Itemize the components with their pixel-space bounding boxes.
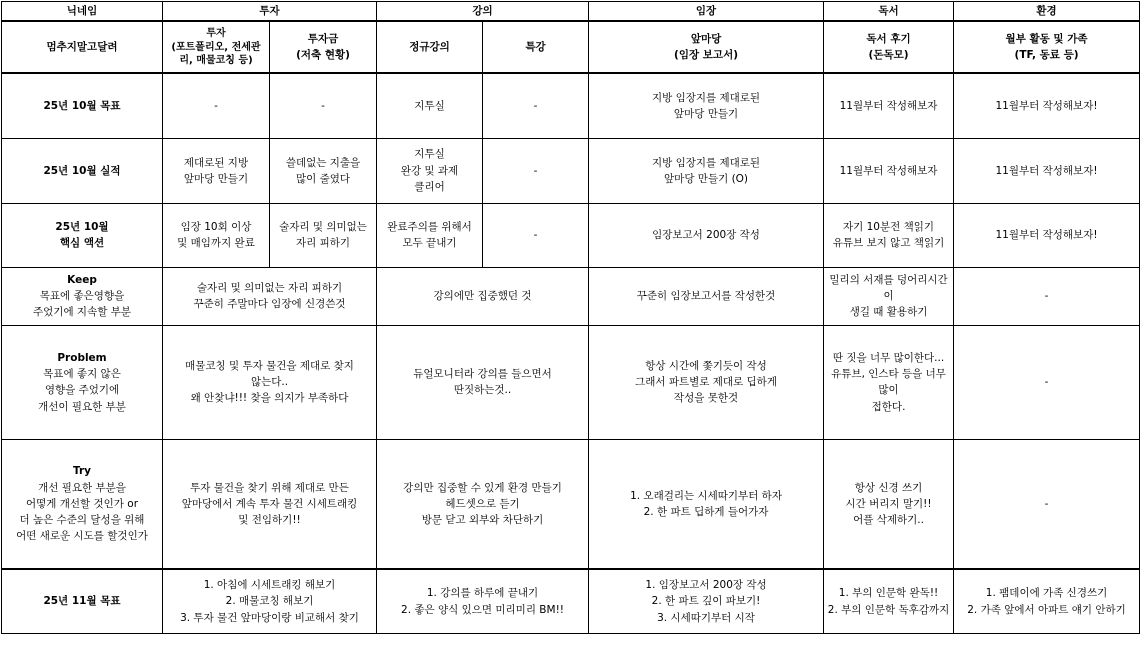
header-lecture: 강의 xyxy=(377,2,589,22)
problem-label xyxy=(2,325,163,439)
keep-desc: 목표에 좋은영향을 주었기에 지속할 부분 xyxy=(33,290,131,319)
row-label: 25년 10월 핵심 액션 xyxy=(2,203,163,267)
row-oct-goal xyxy=(2,73,1140,138)
cell-lecture-regular: 지투실 xyxy=(377,73,483,138)
nov-environment: 1. 팸데이에 가족 신경쓰기 2. 가족 앞에서 아파트 얘기 안하기 xyxy=(954,569,1140,633)
keep-environment: - xyxy=(954,267,1140,325)
problem-lecture: 듀얼모니터라 강의를 들으면서 딴짓하는것.. xyxy=(377,325,589,439)
try-reading: 항상 신경 쓰기 시간 버리지 말기!! 어플 삭제하기.. xyxy=(824,439,954,569)
header-environment: 환경 xyxy=(954,2,1140,22)
cell-reading: 11월부터 작성해보자 xyxy=(824,73,954,138)
cell-invest-portfolio: 제대로된 지방 앞마당 만들기 xyxy=(163,138,270,203)
row-try xyxy=(2,439,1140,569)
subheader-imjang-report: 앞마당 (임장 보고서) xyxy=(589,21,824,73)
row-label: 25년 10월 목표 xyxy=(2,73,163,138)
problem-imjang: 항상 시간에 쫓기듯이 작성 그래서 파트별로 제대로 딥하게 작성을 못한것 xyxy=(589,325,824,439)
keep-invest: 술자리 및 의미없는 자리 피하기 꾸준히 주말마다 임장에 신경쓴것 xyxy=(163,267,377,325)
row-nov-goal xyxy=(2,569,1140,633)
problem-desc: 목표에 좋지 않은 영향을 주었기에 개선이 필요한 부분 xyxy=(38,368,126,413)
try-desc: 개선 필요한 부분을 어떻게 개선할 것인가 or 더 높은 수준의 달성을 위해 어떤 새로운 시도를 할것인가 xyxy=(16,481,148,543)
top-header-row xyxy=(2,2,1140,22)
problem-invest: 매물코칭 및 투자 물건을 제대로 찾지 않는다.. 왜 안찾냐!!! 찾을 의지가 부족하다 xyxy=(163,325,377,439)
sub-header-row xyxy=(2,21,1140,73)
try-environment: - xyxy=(954,439,1140,569)
keep-reading: 밀리의 서재를 덩어리시간이 생길 때 활용하기 xyxy=(824,267,954,325)
subheader-invest-portfolio: 투자 (포트폴리오, 전세관 리, 매물코칭 등) xyxy=(163,21,270,73)
cell-invest-amount: 술자리 및 의미없는 자리 피하기 xyxy=(270,203,377,267)
cell-lecture-regular: 완료주의를 위해서 모두 끝내기 xyxy=(377,203,483,267)
nov-imjang: 1. 임장보고서 200장 작성 2. 한 파트 깊이 파보기! 3. 시세따기부터 시작 xyxy=(589,569,824,633)
try-invest: 투자 물건을 찾기 위해 제대로 만든 앞마당에서 계속 투자 물건 시세트래킹 및 전임하기!! xyxy=(163,439,377,569)
row-keep xyxy=(2,267,1140,325)
try-label xyxy=(2,439,163,569)
retrospective-table xyxy=(1,1,1140,634)
keep-imjang: 꾸준히 임장보고서를 작성한것 xyxy=(589,267,824,325)
row-oct-core-action xyxy=(2,203,1140,267)
try-lecture: 강의만 집중할 수 있게 환경 만들기 헤드셋으로 듣기 방문 닫고 외부와 차단하기 xyxy=(377,439,589,569)
subheader-env-activity: 월부 활동 및 가족 (TF, 동료 등) xyxy=(954,21,1140,73)
cell-environment: 11월부터 작성해보자! xyxy=(954,73,1140,138)
problem-reading: 딴 짓을 너무 많이한다... 유튜브, 인스타 등을 너무 많이 접한다. xyxy=(824,325,954,439)
cell-imjang: 지방 임장지를 제대로된 앞마당 만들기 xyxy=(589,73,824,138)
row-label: 25년 10월 실적 xyxy=(2,138,163,203)
row-label: 25년 11월 목표 xyxy=(2,569,163,633)
problem-title: Problem xyxy=(57,351,107,364)
cell-lecture-special: - xyxy=(483,73,589,138)
cell-invest-amount: - xyxy=(270,73,377,138)
try-imjang: 1. 오래걸리는 시세따기부터 하자 2. 한 파트 딥하게 들어가자 xyxy=(589,439,824,569)
subheader-reading-review: 독서 후기 (돈독모) xyxy=(824,21,954,73)
row-problem xyxy=(2,325,1140,439)
nickname-value: 멈추지말고달려 xyxy=(2,21,163,73)
cell-invest-portfolio: 임장 10회 이상 및 매임까지 완료 xyxy=(163,203,270,267)
subheader-invest-amount: 투자금 (저축 현황) xyxy=(270,21,377,73)
cell-invest-amount: 쓸데없는 지출을 많이 줄였다 xyxy=(270,138,377,203)
cell-invest-portfolio: - xyxy=(163,73,270,138)
cell-lecture-special: - xyxy=(483,203,589,267)
keep-lecture: 강의에만 집중했던 것 xyxy=(377,267,589,325)
subheader-lecture-regular: 정규강의 xyxy=(377,21,483,73)
cell-imjang: 임장보고서 200장 작성 xyxy=(589,203,824,267)
nov-invest: 1. 아침에 시세트래킹 해보기 2. 매물코칭 해보기 3. 투자 물건 앞마당이랑 비교해서 찾기 xyxy=(163,569,377,633)
header-imjang: 임장 xyxy=(589,2,824,22)
cell-lecture-special: - xyxy=(483,138,589,203)
header-reading: 독서 xyxy=(824,2,954,22)
keep-title: Keep xyxy=(67,273,97,286)
cell-imjang: 지방 임장지를 제대로된 앞마당 만들기 (O) xyxy=(589,138,824,203)
subheader-lecture-special: 특강 xyxy=(483,21,589,73)
header-nickname: 닉네임 xyxy=(2,2,163,22)
nov-lecture: 1. 강의를 하루에 끝내기 2. 좋은 양식 있으면 미리미리 BM!! xyxy=(377,569,589,633)
problem-environment: - xyxy=(954,325,1140,439)
cell-environment: 11월부터 작성해보자! xyxy=(954,138,1140,203)
header-invest: 투자 xyxy=(163,2,377,22)
keep-label xyxy=(2,267,163,325)
try-title: Try xyxy=(72,465,92,478)
row-oct-result xyxy=(2,138,1140,203)
cell-reading: 자기 10분전 책읽기 유튜브 보지 않고 책읽기 xyxy=(824,203,954,267)
cell-reading: 11월부터 작성해보자 xyxy=(824,138,954,203)
nov-reading: 1. 부의 인문학 완독!! 2. 부의 인문학 독후감까지 xyxy=(824,569,954,633)
cell-lecture-regular: 지투실 완강 및 과제 클리어 xyxy=(377,138,483,203)
cell-environment: 11월부터 작성해보자! xyxy=(954,203,1140,267)
